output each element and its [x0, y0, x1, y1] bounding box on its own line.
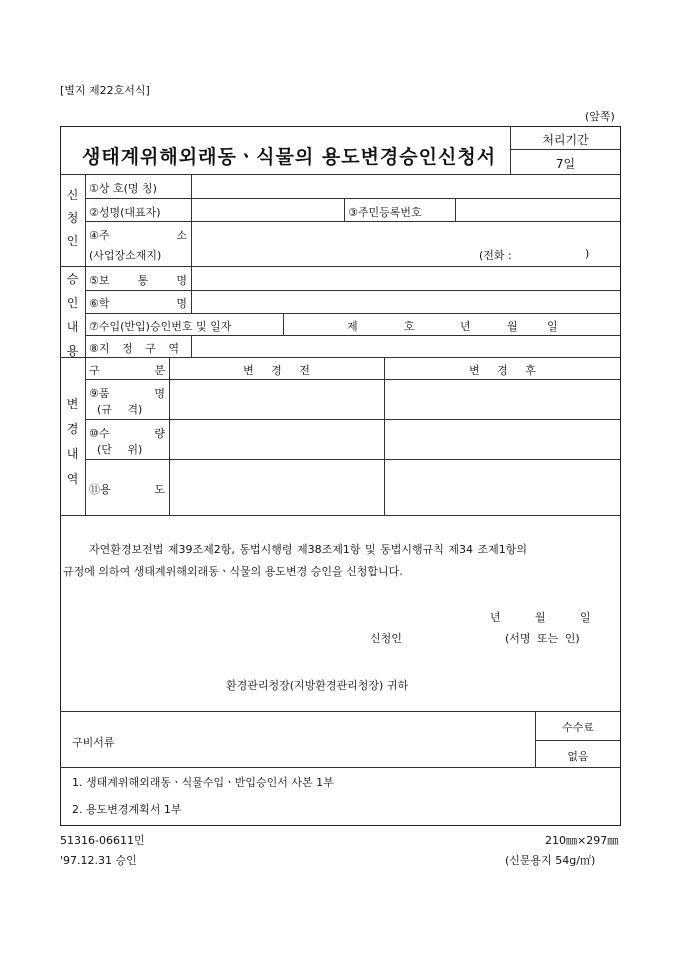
applicant-section-label: 신 청 인 [66, 188, 79, 248]
paper-type: (신문용지 54g/㎡) [505, 854, 596, 867]
paper-size: 210㎜×297㎜ [545, 834, 619, 847]
address-field[interactable] [194, 223, 618, 264]
quantity-before-field[interactable] [172, 421, 382, 457]
addressee: 환경관리청장(지방환경관리청장) 귀하 [226, 679, 409, 692]
name-field[interactable] [194, 200, 342, 219]
declaration-line-1: 자연환경보전법 제39조제2항, 동법시행령 제38조제1항 및 동법시행규칙 제34 조제1항의 [89, 543, 527, 556]
document-item-2: 2. 용도변경계획서 1부 [72, 803, 182, 816]
item-spec-label: (규 격) [97, 403, 143, 416]
form-code: 51316-06611민 [60, 834, 145, 847]
import-approval-label: ⑦수입(반입)승인번호 및 일자 [89, 320, 232, 333]
before-change-header: 변 경 전 [243, 364, 310, 377]
sign-or-seal: (서명 또는 인) [505, 632, 580, 645]
approval-ho: 호 [404, 320, 415, 333]
form-reference: [별지 제22호서식] [60, 84, 150, 97]
item-before-field[interactable] [172, 381, 382, 417]
declaration-year: 년 [490, 611, 501, 624]
notice-name-field[interactable] [194, 268, 618, 288]
scientific-name-label: ⑥학 명 [89, 297, 187, 310]
approval-month: 월 [507, 320, 518, 333]
item-after-field[interactable] [387, 381, 618, 417]
name-label: ②성명(대표자) [89, 206, 161, 219]
declaration-line-2: 규정에 의하여 생태계위해외래동ㆍ식물의 용도변경 승인을 신청합니다. [63, 565, 403, 578]
approval-je: 제 [347, 320, 358, 333]
applicant-signature-label: 신청인 [370, 632, 402, 645]
after-change-header: 변 경 후 [469, 364, 536, 377]
quantity-label: ⑩수 량 [89, 427, 165, 440]
import-approval-field[interactable] [286, 315, 618, 333]
scientific-name-field[interactable] [194, 292, 618, 311]
use-before-field[interactable] [172, 461, 382, 513]
fee-label: 수수료 [562, 721, 594, 734]
address-label: ④주 소 [89, 229, 187, 242]
declaration-month: 월 [535, 611, 546, 624]
document-item-1: 1. 생태계위해외래동ㆍ식물수입ㆍ반입승인서 사본 1부 [72, 776, 334, 789]
signature-field[interactable] [420, 626, 500, 646]
trade-name-field[interactable] [194, 176, 618, 196]
address-sublabel: (사업장소재지) [89, 249, 162, 262]
resident-number-field[interactable] [458, 200, 618, 219]
declaration-day: 일 [580, 611, 591, 624]
approval-year: 년 [460, 320, 471, 333]
item-name-label: ⑨품 명 [89, 387, 165, 400]
form-title: 생태계위해외래동ㆍ식물의 용도변경승인신청서 [82, 146, 497, 168]
required-documents-label: 구비서류 [72, 736, 115, 749]
use-after-field[interactable] [387, 461, 618, 513]
phone-label: (전화 : [479, 249, 512, 262]
trade-name-label: ①상 호(명 칭) [89, 182, 157, 195]
approval-day: 일 [547, 320, 558, 333]
approval-date: '97.12.31 승인 [60, 854, 137, 867]
notice-name-label: ⑤보 통 명 [89, 274, 187, 287]
resident-number-label: ③주민등록번호 [348, 206, 422, 219]
approval-section-label: 승 인 내 용 [66, 272, 79, 358]
quantity-unit-label: (단 위) [97, 443, 143, 456]
fee-value: 없음 [567, 750, 589, 763]
quantity-after-field[interactable] [387, 421, 618, 457]
processing-period-value: 7일 [555, 157, 576, 171]
side-note: (앞쪽) [585, 110, 615, 123]
change-section-label: 변 경 내 역 [66, 397, 79, 486]
designated-zone-label: ⑧지 정 구 역 [89, 342, 179, 355]
use-label: ⑪용 도 [89, 483, 165, 496]
category-header: 구 분 [89, 364, 165, 377]
phone-close: ) [585, 247, 590, 260]
processing-period-label: 처리기간 [542, 133, 589, 147]
designated-zone-field[interactable] [194, 337, 618, 355]
